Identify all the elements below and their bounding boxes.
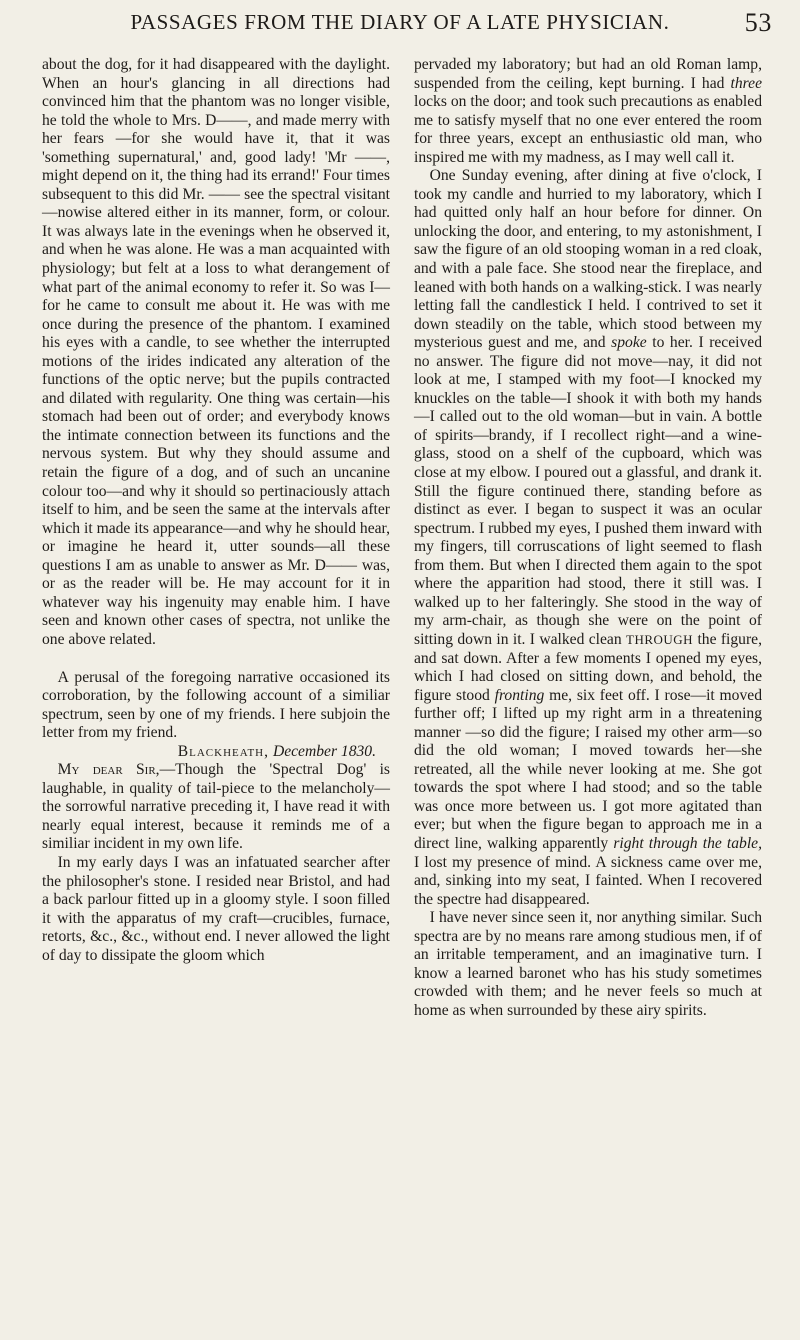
right-paragraph-1-emphasis: three	[730, 74, 762, 92]
running-title: PASSAGES FROM THE DIARY OF A LATE PHYSICIAN.	[130, 10, 670, 34]
signature-date: December 1830.	[272, 742, 376, 760]
right-paragraph-2-text-c: the figure, and sat down. After a few moments I opened my eyes, which I had closed on sitting down, and behold, the figure stood	[414, 630, 762, 704]
right-paragraph-2-emphasis-1: spoke	[611, 334, 647, 352]
right-column	[414, 56, 762, 1020]
left-paragraph-3	[42, 761, 390, 854]
letter-opening: My dear Sir,	[57, 761, 160, 779]
right-paragraph-1-text-b: locks on the door; and took such precautions as enabled me to satisfy myself that no one ever entered the room for three years, except an enthusiastic old man, who inspired me with my madness, as I may well call it.	[414, 93, 762, 166]
letter-signature	[42, 743, 390, 762]
page-header	[20, 4, 780, 48]
left-column	[42, 56, 390, 965]
right-paragraph-1-text-a: pervaded my laboratory; but had an old Roman lamp, suspended from the ceiling, kept burning. I had	[414, 56, 762, 92]
right-paragraph-2-emphasis-2: fronting	[494, 686, 545, 704]
right-paragraph-2	[414, 167, 762, 909]
left-paragraph-1: about the dog, for it had disappeared with the daylight. When an hour's glancing in all directions had convinced him that the phantom was no longer visible, he told the whole to Mrs. D——, and made merry with her fears —for she would have it, that it was 'something supernatural,' and, good lady! 'Mr ——, might depend on it, the thing had its errand!' Four times subsequent to this did Mr. —— see the spectral visitant—nowise altered either in its manner, form, or colour. It was always late in the evenings when he observed it, and when he was alone. He was a man acquainted with physiology; but felt at a loss to what derangement of what part of the animal economy to refer it. So was I—for he came to consult me about it. He was with me once during the presence of the phantom. I examined his eyes with a candle, to see whether the interrupted motions of the irides indicated any alteration of the functions of the optic nerve; but the pupils contracted and dilated with regularity. One thing was certain—his stomach had been out of order; and everybody knows the intimate connection between its functions and the nervous system. But why they should assume and retain the figure of a dog, and of such an uncanine colour too—and why it should so pertinaciously attach itself to him, and be seen the same at the intervals after which it made its appearance—and why he should hear, or imagine he heard it, utter sounds—all these questions I am as unable to answer as Mr. D—— was, or as the reader will be. He may account for it in whatever way his ingenuity may enable him. I have seen and known other cases of spectra, not unlike the one above related.	[42, 56, 390, 648]
page-number: 53	[744, 8, 772, 37]
right-paragraph-3: I have never since seen it, nor anything similar. Such spectra are by no means rare among studious men, if of an irritable temperament, and an imaginative turn. I know a learned baronet who has his study sometimes crowded with them; and he never feels so much at home as when surrounded by these airy spirits.	[414, 909, 762, 1019]
right-paragraph-2-text-e: I lost my presence of mind. A sickness came over me, and, sinking into my seat, I fainted. When I recovered the spectre had disappeared.	[414, 853, 762, 908]
right-paragraph-1	[414, 56, 762, 167]
left-paragraph-4: In my early days I was an infatuated searcher after the philosopher's stone. I resided near Bristol, and had a back parlour fitted up in a gloomy style. I soon filled it with the apparatus of my craft—crucibles, furnace, retorts, &c., &c., without end. I never allowed the light of day to dissipate the gloom which	[42, 853, 390, 964]
left-paragraph-3-text: —Though the 'Spectral Dog' is laughable, in quality of tail-piece to the melancholy—the sorrowful narrative preceding it, I have read it with nearly equal interest, because it reminds me of a similiar incident in my own life.	[42, 761, 391, 853]
signature-place: Blackheath,	[177, 742, 270, 760]
right-paragraph-2-emphasis-3: right through the table,	[613, 834, 762, 852]
right-paragraph-2-caps: THROUGH	[626, 631, 694, 647]
right-paragraph-2-text-d: me, six feet off. I rose—it moved further off; I lifted up my right arm in a threatening manner —so did the figure; I raised my other arm—so did the old woman; I moved towards her—she retreated, all the while never looking at me. She got towards the spot where I had stood; and so the table was once more between us. I got more agitated than ever; but when the figure began to approach me in a direct line, walking apparently	[414, 686, 762, 852]
left-paragraph-2: A perusal of the foregoing narrative occasioned its corroboration, by the following account of a similiar spectrum, seen by one of my friends. I here subjoin the letter from my friend.	[42, 668, 390, 742]
right-paragraph-2-text-b: to her. I received no answer. The figure did not move—nay, it did not look at me, I stamped with my foot—I knocked my knuckles on the table—I shook it with both my hands—I called out to the old woman—but in vain. A bottle of spirits—brandy, if I recollect right—and a wine-glass, stood on a shelf of the cupboard, which was close at my elbow. I poured out a glassful, and drank it. Still the figure continued there, standing before as distinct as ever. I began to suspect it was an ocular spectrum. I rubbed my eyes, I pushed them inward with my fingers, till corruscations of light seemed to flash from them. But when I directed them again to the spot where the apparition had stood, there it still was. I walked up to her falteringly. She stood in the way of my arm-chair, as though she were on the point of sitting down in it. I walked clean	[414, 334, 763, 648]
right-paragraph-2-text-a: One Sunday evening, after dining at five o'clock, I took my candle and hurried to my laboratory, which I had quitted only half an hour before for dinner. On unlocking the door, and entering, to my astonishment, I saw the figure of an old stooping woman in a red cloak, and with a pale face. She stood near the fireplace, and leaned with both hands on a walking-stick. I was nearly letting fall the candlestick I held. I contrived to set it down steadily on the table, which stood between my mysterious guest and me, and	[414, 167, 762, 352]
